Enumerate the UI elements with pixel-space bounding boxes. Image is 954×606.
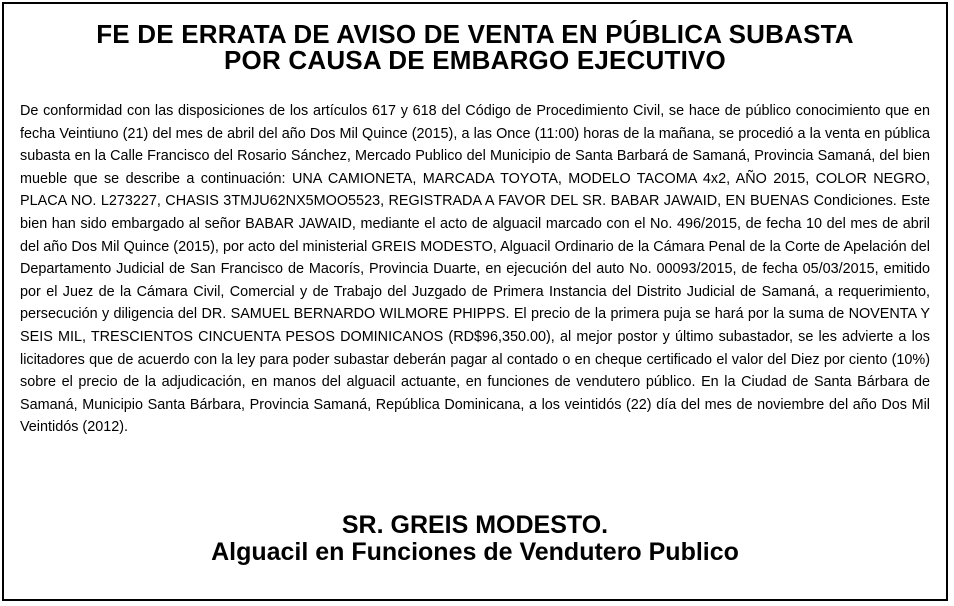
legal-notice [2,2,948,601]
notice-body: De conformidad con las disposiciones de los artículos 617 y 618 del Código de Procedimiento Civil, se hace de público conocimiento que en fecha Veintiuno (21) del mes de abril del año Dos Mil Quince (2015), a las Once (11:00) horas de la mañana, se procedió a la venta en pública subasta en la Calle Francisco del Rosario Sánchez, Mercado Publico del Municipio de Santa Barbará de Samaná, Provincia Samaná, del bien mueble que se describe a continuación: UNA CAMIONETA, MARCADA TOYOTA, MODELO TACOMA 4x2, AÑO 2015, COLOR NEGRO, PLACA NO. L273227, CHASIS 3TMJU62NX5MOO5523, REGISTRADA A FAVOR DEL SR. BABAR JAWAID, EN BUENAS Condiciones. Este bien han sido embargado al señor BABAR JAWAID, mediante el acto de alguacil marcado con el No. 496/2015, de fecha 10 del mes de abril del año Dos Mil Quince (2015), por acto del ministerial GREIS MODESTO, Alguacil Ordinario de la Cámara Penal de la Corte de Apelación del Departamento Judicial de San Francisco de Macorís, Provincia Duarte, en ejecución del auto No. 00093/2015, de fecha 05/03/2015, emitido por el Juez de la Cámara Civil, Comercial y de Trabajo del Juzgado de Primera Instancia del Distrito Judicial de Samaná, a requerimiento, persecución y diligencia del DR. SAMUEL BERNARDO WILMORE PHIPPS. El precio de la primera puja se hará por la suma de NOVENTA Y SEIS MIL, TRESCIENTOS CINCUENTA PESOS DOMINICANOS (RD$96,350.00), al mejor postor y último subastador, se les advierte a los licitadores que de acuerdo con la ley para poder subastar deberán pagar al contado o en cheque certificado el valor del Diez por ciento (10%) sobre el precio de la adjudicación, en manos del alguacil actuante, en funciones de vendutero público. En la Ciudad de Santa Bárbara de Samaná, Municipio Santa Bárbara, Provincia Samaná, República Dominicana, a los veintidós (22) día del mes de noviembre del año Dos Mil Veintidós (2012). [20,103,930,436]
notice-title-line-2: POR CAUSA DE EMBARGO EJECUTIVO [224,45,726,75]
notice-title-line-1: FE DE ERRATA DE AVISO DE VENTA EN PÚBLICA SUBASTA [96,19,854,49]
signature-block [4,512,946,566]
signature-role: Alguacil en Funciones de Vendutero Publico [211,538,739,566]
signature-name: SR. GREIS MODESTO. [341,511,609,539]
notice-title [4,4,946,73]
